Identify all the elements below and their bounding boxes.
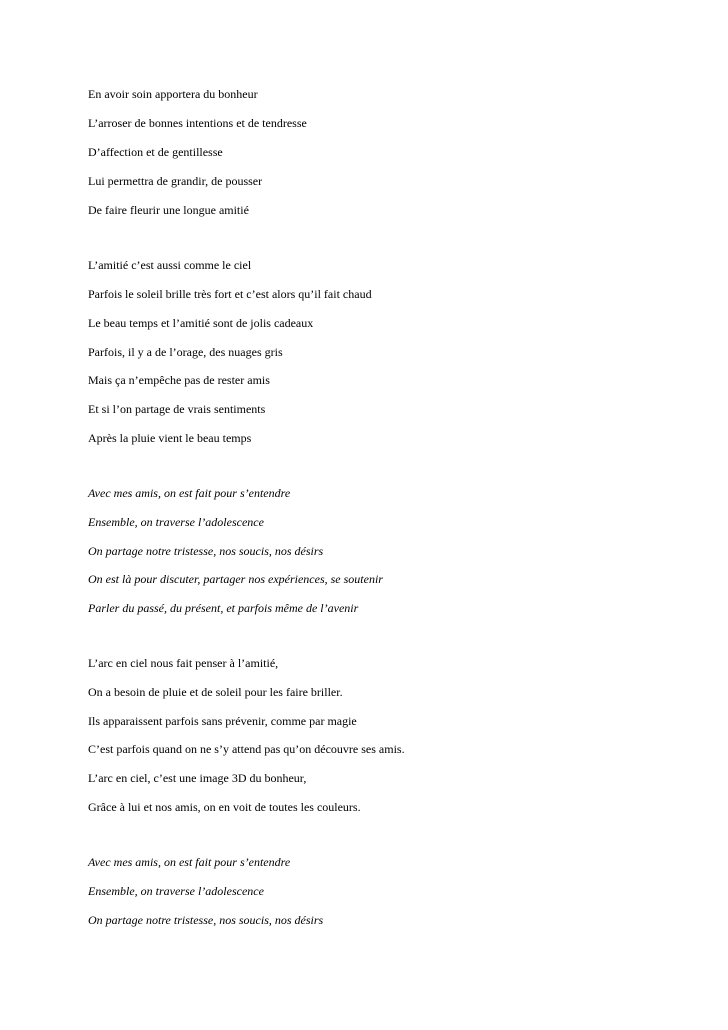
refrain-line: Avec mes amis, on est fait pour s’entendre (88, 486, 291, 500)
poem-line: En avoir soin apportera du bonheur (88, 87, 258, 101)
refrain-line: Ensemble, on traverse l’adolescence (88, 515, 264, 529)
refrain-line: Avec mes amis, on est fait pour s’entendre (88, 855, 291, 869)
poem-line: Parfois le soleil brille très fort et c’est alors qu’il fait chaud (88, 287, 372, 301)
refrain-line: On partage notre tristesse, nos soucis, nos désirs (88, 544, 324, 558)
poem-line: L’arc en ciel, c’est une image 3D du bonheur, (88, 771, 307, 785)
refrain-line: Ensemble, on traverse l’adolescence (88, 884, 264, 898)
poem-line: De faire fleurir une longue amitié (88, 203, 249, 217)
poem-line: L’arroser de bonnes intentions et de tendresse (88, 116, 307, 130)
poem-line: Lui permettra de grandir, de pousser (88, 174, 263, 188)
poem-line: Le beau temps et l’amitié sont de jolis cadeaux (88, 316, 314, 330)
poem-line: Parfois, il y a de l’orage, des nuages gris (88, 345, 283, 359)
poem-line: D’affection et de gentillesse (88, 145, 223, 159)
poem-line: Grâce à lui et nos amis, on en voit de toutes les couleurs. (88, 800, 361, 814)
poem-line: C’est parfois quand on ne s’y attend pas qu’on découvre ses amis. (88, 742, 405, 756)
poem-line: Mais ça n’empêche pas de rester amis (88, 373, 270, 387)
refrain-line: Parler du passé, du présent, et parfois même de l’avenir (88, 601, 359, 615)
poem-line: L’amitié c’est aussi comme le ciel (88, 258, 252, 272)
poem-line: Et si l’on partage de vrais sentiments (88, 402, 266, 416)
refrain-line: On partage notre tristesse, nos soucis, nos désirs (88, 913, 324, 927)
poem-line: On a besoin de pluie et de soleil pour les faire briller. (88, 685, 343, 699)
poem-line: Ils apparaissent parfois sans prévenir, comme par magie (88, 714, 357, 728)
refrain-line: On est là pour discuter, partager nos expériences, se soutenir (88, 572, 383, 586)
poem-line: Après la pluie vient le beau temps (88, 431, 252, 445)
poem-line: L’arc en ciel nous fait penser à l’amitié, (88, 656, 279, 670)
